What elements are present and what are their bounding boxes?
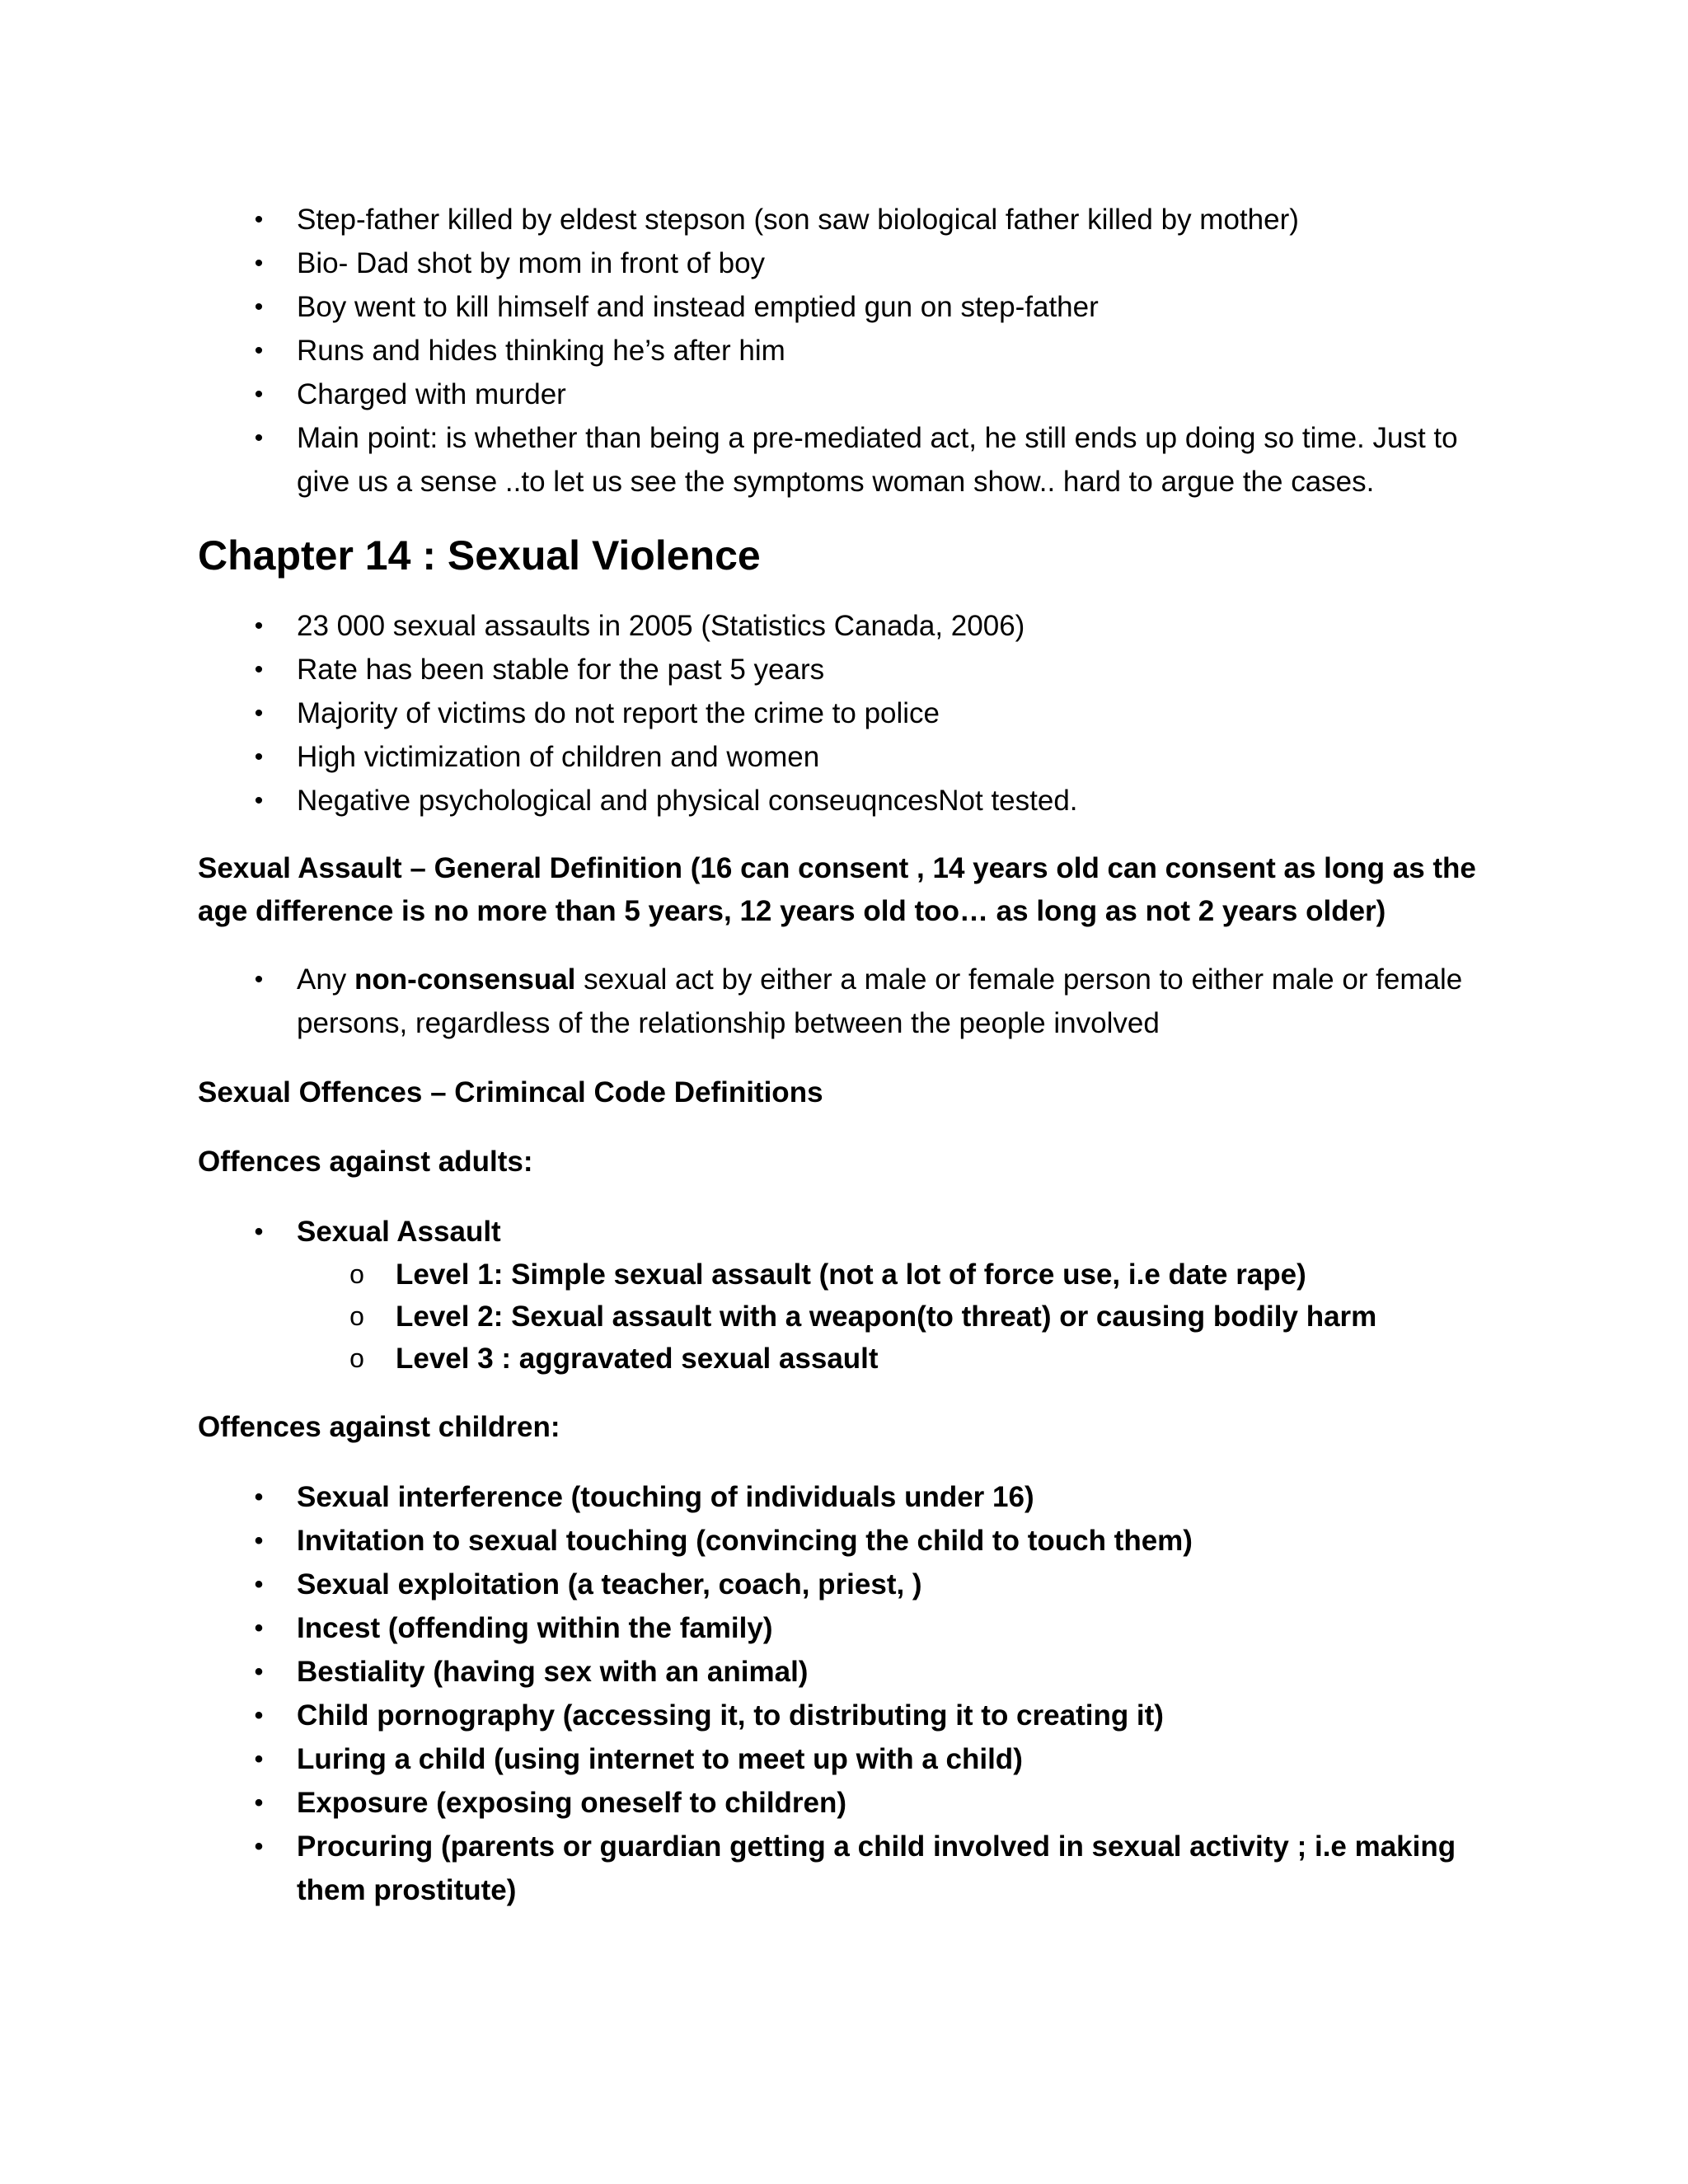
- list-item: [198, 958, 1500, 1045]
- list-item: • Luring a child (using internet to meet up with a child): [198, 1737, 1500, 1781]
- general-definition-heading: Sexual Assault – General Definition (16 can consent , 14 years old can consent as long as the age difference is no more than 5 years, 12 years old too… as long as not 2 years older): [198, 852, 1476, 927]
- bullet-icon: •: [254, 612, 264, 640]
- bullet-icon: •: [254, 743, 264, 771]
- list-item: • Step-father killed by eldest stepson (son saw biological father killed by mother): [198, 198, 1500, 241]
- chapter-title: Chapter 14 : Sexual Violence: [198, 532, 761, 579]
- list-item: • Bestiality (having sex with an animal): [198, 1650, 1500, 1694]
- list-item: • Majority of victims do not report the crime to police: [198, 691, 1500, 735]
- children-offences-list: [198, 1475, 1500, 1912]
- bullet-icon: •: [254, 381, 264, 408]
- list-item: • Invitation to sexual touching (convincing the child to touch them): [198, 1519, 1500, 1563]
- bullet-icon: •: [254, 966, 264, 993]
- list-item: • Child pornography (accessing it, to distributing it to creating it): [198, 1694, 1500, 1737]
- case-notes-list: [198, 198, 1500, 504]
- list-item: • Sexual Assault: [198, 1210, 1500, 1254]
- list-item: • Sexual interference (touching of individuals under 16): [198, 1475, 1500, 1519]
- bullet-icon: •: [254, 1833, 264, 1860]
- bullet-icon: •: [254, 1218, 264, 1245]
- list-item: • Rate has been stable for the past 5 years: [198, 648, 1500, 691]
- bullet-icon: •: [254, 1658, 264, 1685]
- list-item: • Procuring (parents or guardian getting a child involved in sexual activity ; i.e making them prostitute): [198, 1825, 1500, 1912]
- bullet-icon: •: [254, 293, 264, 321]
- sub-bullet-icon: o: [349, 1343, 364, 1373]
- bullet-icon: •: [254, 424, 264, 452]
- list-item: o Level 1: Simple sexual assault (not a lot of force use, i.e date rape): [198, 1254, 1500, 1296]
- sub-bullet-icon: o: [349, 1301, 364, 1331]
- list-item: • Main point: is whether than being a pre-mediated act, he still ends up doing so time. Just to give us a sense ..to let us see the symptoms woman show.. hard to argue the cases.: [198, 416, 1500, 504]
- bullet-icon: •: [254, 1483, 264, 1511]
- bullet-icon: •: [254, 1571, 264, 1598]
- definition-prefix: Any: [297, 963, 355, 996]
- list-item: • Bio- Dad shot by mom in front of boy: [198, 241, 1500, 285]
- list-item: • High victimization of children and women: [198, 735, 1500, 779]
- assault-levels-list: [198, 1254, 1500, 1380]
- adults-heading: Offences against adults:: [198, 1146, 533, 1178]
- children-heading: Offences against children:: [198, 1411, 560, 1443]
- bullet-icon: •: [254, 1702, 264, 1729]
- bullet-icon: •: [254, 206, 264, 233]
- adults-offences-list: [198, 1210, 1500, 1254]
- document-page: [198, 198, 1500, 1912]
- definition-emphasis: non-consensual: [354, 963, 576, 996]
- list-item: • Incest (offending within the family): [198, 1606, 1500, 1650]
- list-item: • Negative psychological and physical conseuqncesNot tested.: [198, 779, 1500, 823]
- bullet-icon: •: [254, 1789, 264, 1816]
- sub-bullet-icon: o: [349, 1259, 364, 1289]
- bullet-icon: •: [254, 337, 264, 364]
- stats-list: [198, 604, 1500, 823]
- list-item: • 23 000 sexual assaults in 2005 (Statistics Canada, 2006): [198, 604, 1500, 648]
- bullet-icon: •: [254, 700, 264, 727]
- definition-list: [198, 958, 1500, 1045]
- list-item: • Sexual exploitation (a teacher, coach, priest, ): [198, 1563, 1500, 1606]
- bullet-icon: •: [254, 1527, 264, 1554]
- list-item: • Charged with murder: [198, 373, 1500, 416]
- list-item: • Runs and hides thinking he’s after him: [198, 329, 1500, 373]
- definition-suffix: sexual act by either a male or female person to either male or female persons, regardless of the relationship between the people involved: [297, 963, 1463, 1039]
- bullet-icon: •: [254, 1746, 264, 1773]
- list-item: • Boy went to kill himself and instead emptied gun on step-father: [198, 285, 1500, 329]
- bullet-icon: •: [254, 656, 264, 683]
- list-item: o Level 3 : aggravated sexual assault: [198, 1338, 1500, 1380]
- bullet-icon: •: [254, 250, 264, 277]
- bullet-icon: •: [254, 1615, 264, 1642]
- criminal-code-heading: Sexual Offences – Crimincal Code Definitions: [198, 1076, 823, 1108]
- bullet-icon: •: [254, 787, 264, 814]
- list-item: • Exposure (exposing oneself to children): [198, 1781, 1500, 1825]
- list-item: o Level 2: Sexual assault with a weapon(to threat) or causing bodily harm: [198, 1296, 1500, 1338]
